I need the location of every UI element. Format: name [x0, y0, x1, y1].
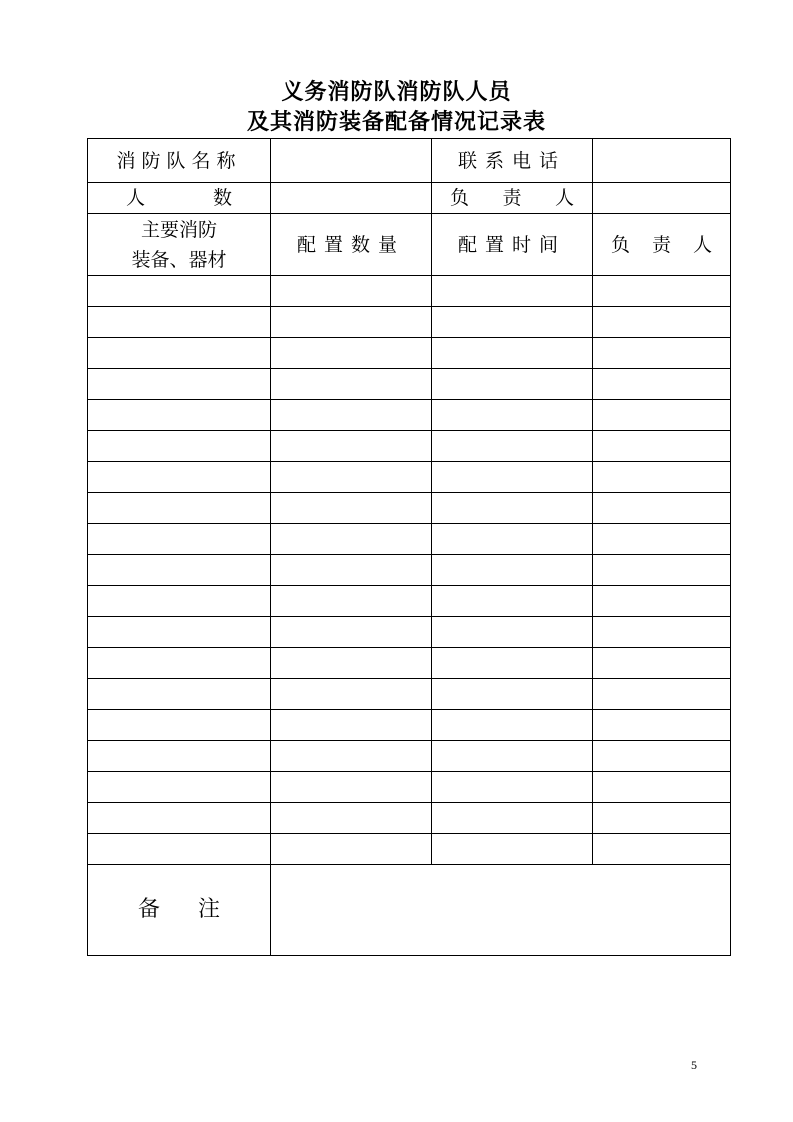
- responsible-label-char: 责: [502, 187, 522, 209]
- table-row: [88, 369, 731, 400]
- headcount-field[interactable]: [271, 183, 432, 214]
- equipment-cell[interactable]: [88, 710, 271, 741]
- page-number: 5: [691, 1058, 697, 1072]
- quantity-cell[interactable]: [271, 679, 432, 710]
- responsible-header-char: 责: [651, 233, 671, 256]
- remarks-label-cell: [88, 865, 271, 956]
- quantity-cell[interactable]: [271, 524, 432, 555]
- quantity-cell[interactable]: [271, 741, 432, 772]
- responsible-header-char: 负: [611, 233, 631, 256]
- quantity-cell[interactable]: [271, 369, 432, 400]
- phone-label-cell: [432, 139, 593, 183]
- equipment-column-header: [88, 214, 271, 276]
- table-row: [88, 400, 731, 431]
- date-cell[interactable]: [432, 555, 593, 586]
- equipment-header-line1: 主要消防: [140, 218, 217, 241]
- document-title-line2: 及其消防装备配备情况记录表: [246, 109, 546, 135]
- quantity-header-text: 配置数量: [296, 233, 405, 256]
- responsible-cell[interactable]: [593, 648, 731, 679]
- table-row: [88, 276, 731, 307]
- headcount-label-char: 人: [126, 187, 146, 209]
- date-cell[interactable]: [432, 648, 593, 679]
- date-column-header: [432, 214, 593, 276]
- responsible-cell[interactable]: [593, 617, 731, 648]
- quantity-cell[interactable]: [271, 493, 432, 524]
- equipment-cell[interactable]: [88, 834, 271, 865]
- date-cell[interactable]: [432, 710, 593, 741]
- quantity-cell[interactable]: [271, 338, 432, 369]
- date-cell[interactable]: [432, 617, 593, 648]
- date-cell[interactable]: [432, 772, 593, 803]
- equipment-cell[interactable]: [88, 493, 271, 524]
- remarks-label: [88, 898, 270, 922]
- quantity-cell[interactable]: [271, 400, 432, 431]
- table-row: [88, 338, 731, 369]
- responsible-label-char: 负: [450, 187, 470, 209]
- table-row: [88, 617, 731, 648]
- date-cell[interactable]: [432, 400, 593, 431]
- headcount-row: [88, 183, 731, 214]
- quantity-cell[interactable]: [271, 834, 432, 865]
- equipment-cell[interactable]: [88, 617, 271, 648]
- date-cell[interactable]: [432, 369, 593, 400]
- equipment-cell[interactable]: [88, 524, 271, 555]
- equipment-cell[interactable]: [88, 772, 271, 803]
- responsible-label-cell: [432, 183, 593, 214]
- equipment-cell[interactable]: [88, 276, 271, 307]
- table-row: [88, 307, 731, 338]
- date-cell[interactable]: [432, 431, 593, 462]
- responsible-cell[interactable]: [593, 586, 731, 617]
- equipment-cell[interactable]: [88, 462, 271, 493]
- record-form-table: [87, 138, 731, 956]
- responsible-cell[interactable]: [593, 524, 731, 555]
- equipment-header-line2: 装备、器材: [131, 248, 227, 271]
- date-cell[interactable]: [432, 803, 593, 834]
- table-row: [88, 462, 731, 493]
- date-cell[interactable]: [432, 307, 593, 338]
- date-cell[interactable]: [432, 462, 593, 493]
- table-row: [88, 493, 731, 524]
- responsible-cell[interactable]: [593, 555, 731, 586]
- date-cell[interactable]: [432, 524, 593, 555]
- responsible-cell[interactable]: [593, 710, 731, 741]
- date-header-text: 配置时间: [457, 233, 566, 256]
- responsible-cell[interactable]: [593, 338, 731, 369]
- date-cell[interactable]: [432, 338, 593, 369]
- responsible-cell[interactable]: [593, 276, 731, 307]
- remarks-field[interactable]: [271, 865, 731, 956]
- table-row: [88, 834, 731, 865]
- quantity-cell[interactable]: [271, 462, 432, 493]
- equipment-cell[interactable]: [88, 307, 271, 338]
- responsible-cell[interactable]: [593, 741, 731, 772]
- responsible-label: [432, 186, 592, 210]
- table-row: [88, 710, 731, 741]
- team-info-row: [88, 139, 731, 183]
- responsible-cell[interactable]: [593, 834, 731, 865]
- table-row: [88, 741, 731, 772]
- headcount-label-cell: [88, 183, 271, 214]
- responsible-field[interactable]: [593, 183, 731, 214]
- date-cell[interactable]: [432, 834, 593, 865]
- team-name-label: 消防队名称: [116, 149, 242, 172]
- table-row: [88, 586, 731, 617]
- quantity-cell[interactable]: [271, 307, 432, 338]
- responsible-cell[interactable]: [593, 400, 731, 431]
- quantity-cell[interactable]: [271, 648, 432, 679]
- equipment-cell[interactable]: [88, 803, 271, 834]
- responsible-header-char: 人: [692, 233, 712, 256]
- date-cell[interactable]: [432, 586, 593, 617]
- responsible-cell[interactable]: [593, 493, 731, 524]
- date-cell[interactable]: [432, 493, 593, 524]
- remarks-label-char: 备: [138, 897, 161, 922]
- table-row: [88, 431, 731, 462]
- responsible-cell[interactable]: [593, 307, 731, 338]
- quantity-cell[interactable]: [271, 586, 432, 617]
- phone-field[interactable]: [593, 139, 731, 183]
- remarks-label-char: 注: [197, 897, 220, 922]
- table-row: [88, 648, 731, 679]
- equipment-cell[interactable]: [88, 741, 271, 772]
- table-row: [88, 803, 731, 834]
- table-row: [88, 679, 731, 710]
- responsible-cell[interactable]: [593, 369, 731, 400]
- equipment-cell[interactable]: [88, 586, 271, 617]
- equipment-cell[interactable]: [88, 648, 271, 679]
- responsible-cell[interactable]: [593, 462, 731, 493]
- responsible-column-header: [593, 214, 731, 276]
- equipment-header-row: [88, 214, 731, 276]
- quantity-cell[interactable]: [271, 555, 432, 586]
- equipment-cell[interactable]: [88, 400, 271, 431]
- date-cell[interactable]: [432, 741, 593, 772]
- phone-label: 联系电话: [457, 149, 566, 172]
- responsible-cell[interactable]: [593, 772, 731, 803]
- table-row: [88, 524, 731, 555]
- quantity-cell[interactable]: [271, 617, 432, 648]
- equipment-cell[interactable]: [88, 431, 271, 462]
- responsible-cell[interactable]: [593, 431, 731, 462]
- quantity-cell[interactable]: [271, 803, 432, 834]
- responsible-cell[interactable]: [593, 803, 731, 834]
- responsible-label-char: 人: [554, 187, 574, 209]
- headcount-label-char: 数: [212, 187, 232, 209]
- team-name-field[interactable]: [271, 139, 432, 183]
- quantity-column-header: [271, 214, 432, 276]
- quantity-cell[interactable]: [271, 276, 432, 307]
- quantity-cell[interactable]: [271, 431, 432, 462]
- equipment-cell[interactable]: [88, 338, 271, 369]
- table-row: [88, 772, 731, 803]
- remarks-row: [88, 865, 731, 956]
- quantity-cell[interactable]: [271, 710, 432, 741]
- headcount-label: [88, 186, 270, 210]
- document-title-line1: 义务消防队消防队人员: [281, 79, 512, 105]
- date-cell[interactable]: [432, 276, 593, 307]
- equipment-header-text: [88, 215, 270, 275]
- equipment-cell[interactable]: [88, 679, 271, 710]
- table-row: [88, 555, 731, 586]
- quantity-cell[interactable]: [271, 772, 432, 803]
- equipment-cell[interactable]: [88, 369, 271, 400]
- responsible-header-text: [593, 233, 730, 257]
- responsible-cell[interactable]: [593, 679, 731, 710]
- equipment-cell[interactable]: [88, 555, 271, 586]
- date-cell[interactable]: [432, 679, 593, 710]
- team-name-label-cell: [88, 139, 271, 183]
